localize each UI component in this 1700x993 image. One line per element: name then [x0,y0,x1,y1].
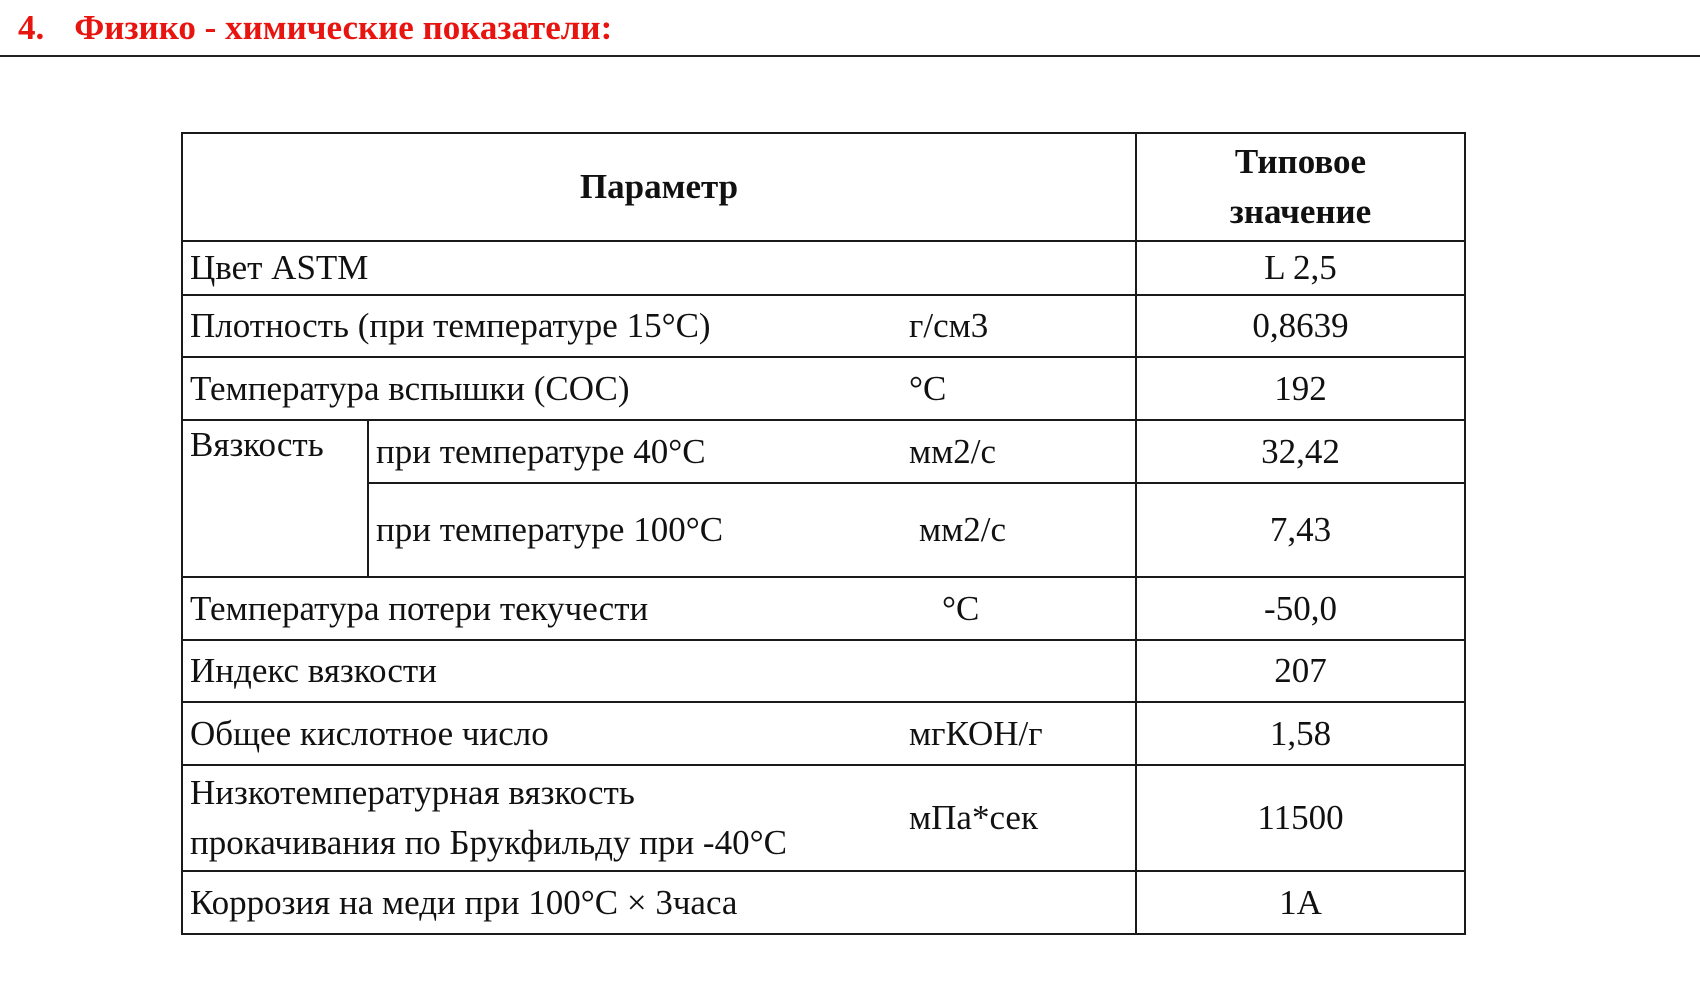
table-header-row [182,133,1465,241]
param-cell [182,640,1136,702]
param-label: Температура потери текучести [190,588,649,628]
table-row [182,241,1465,295]
table-row [182,765,1465,871]
param-cell [182,765,1136,871]
section-number: 4. [18,8,45,47]
value-cell: L 2,5 [1136,241,1465,295]
unit-label: мм2/с [909,431,997,471]
table-row [182,577,1465,640]
section-title [18,6,612,50]
header-parameter: Параметр [182,133,1136,241]
param-label: Коррозия на меди при 100°С × 3часа [190,882,738,922]
param-cell [182,577,1136,640]
value-cell: 11500 [1136,765,1465,871]
param-label [190,768,787,868]
value-cell: 207 [1136,640,1465,702]
table-row [182,295,1465,357]
value-cell: 1A [1136,871,1465,934]
section-divider [0,55,1700,57]
param-label: при температуре 40°С [376,431,706,471]
param-cell [182,241,1136,295]
value-cell: 1,58 [1136,702,1465,765]
param-cell [182,357,1136,420]
table-row [182,871,1465,934]
param-label: Температура вспышки (СОС) [190,368,630,408]
param-cell [368,420,1136,483]
param-cell [182,702,1136,765]
unit-label: °С [909,368,947,408]
value-cell: -50,0 [1136,577,1465,640]
unit-label: мПа*сек [909,798,1038,837]
param-label: Общее кислотное число [190,713,549,753]
value-cell: 0,8639 [1136,295,1465,357]
header-typical-value [1136,133,1465,241]
param-label: при температуре 100°С [376,510,724,549]
param-label-line2: прокачивания по Брукфильду при -40°С [190,823,787,862]
table-row [182,483,1465,577]
param-cell [368,483,1136,577]
group-cell-viscosity [182,420,368,577]
header-value-line2: значение [1229,192,1372,231]
param-label: Цвет ASTM [190,248,369,287]
value-cell: 7,43 [1136,483,1465,577]
value-cell: 192 [1136,357,1465,420]
param-label: Индекс вязкости [190,651,437,690]
param-label: Плотность (при температуре 15°С) [190,306,711,345]
unit-label: мм2/с [919,510,1007,549]
table-row [182,420,1465,483]
table-row [182,357,1465,420]
param-cell [182,295,1136,357]
header-value-line1: Типовое [1234,142,1367,181]
group-label: Вязкость [190,425,324,464]
table-row [182,702,1465,765]
properties-table [181,132,1466,935]
value-cell: 32,42 [1136,420,1465,483]
section-title-text: Физико - химические показатели: [74,8,613,47]
param-cell [182,871,1136,934]
unit-label: мгКОН/г [909,713,1043,753]
table-row [182,640,1465,702]
param-label-line1: Низкотемпературная вязкость [190,773,635,812]
unit-label: г/см3 [909,306,989,345]
unit-label: °С [942,588,980,628]
